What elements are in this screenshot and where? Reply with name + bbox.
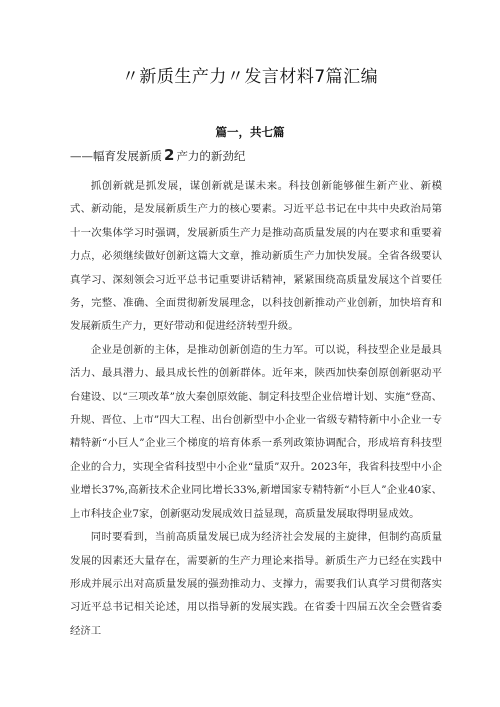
subtitle-suffix: 产力的新劲纪 xyxy=(176,149,246,163)
document-title: 〃新质生产力〃发言材料7篇汇编 xyxy=(121,67,379,87)
paragraph-3: 同时要看到，当前高质量发展已成为经济社会发展的主旋律，但制约高质量发展的因素还大量存在，需要新的生产力理论来指导。新质生产力已经在实践中形成并展示出对高质量发展的强劲推动力、支撑力，需要我们认真学习贯彻落实习近平总书记相关论述，用以指导新的发展实践。在省委十四届五次全会暨省委经济工 xyxy=(70,531,442,637)
section-heading: 篇一，共七篇 xyxy=(215,125,285,139)
document-body xyxy=(70,175,442,643)
subtitle-prefix: ——幅育发展新质 xyxy=(70,149,162,163)
paragraph-2: 企业是创新的主体，是推动创新创造的生力军。可以说，科技型企业是最具活力、最具潜力、最具成长性的创新群体。近年来，陕西加快秦创原创新驱动平台建设、以“三项改革”放大秦创原效能、制定科技型企业倍增计划、实施“登高、升规、晋位、上市”四大工程、出台创新型中小企业一省级专精特新中小企业一专精特新“小巨人”企业三个梯度的培育体系一系列政策协调配合，形成培育科技型企业的合力，实现全省科技型中小企业“量质”双升。2023年，我省科技型中小企业增长37%,高新技术企业同比增长33%,新增国家专精特新“小巨人”企业40家、上市科技企业7家，创新驱动发展成效日益显现，高质量发展取得明显成效。 xyxy=(70,343,442,520)
subtitle-number: 2 xyxy=(164,146,175,164)
subtitle xyxy=(70,146,430,164)
paragraph-1: 抓创新就是抓发展，谋创新就是谋未来。科技创新能够催生新产业、新模式、新动能，是发展新质生产力的核心要素。习近平总书记在中共中央政治局第十一次集体学习时强调，发展新质生产力是推动高质量发展的内在要求和重要着力点，必须继续做好创新这篇大文章，推动新质生产力加快发展。全省各级要认真学习、深刻领会习近平总书记重要讲话精神，紧紧围绕高质量发展这个首要任务，完整、准确、全面贯彻新发展理念，以科技创新推动产业创新，加快培育和发展新质生产力，更好带动和促进经济转型升级。 xyxy=(70,180,442,333)
